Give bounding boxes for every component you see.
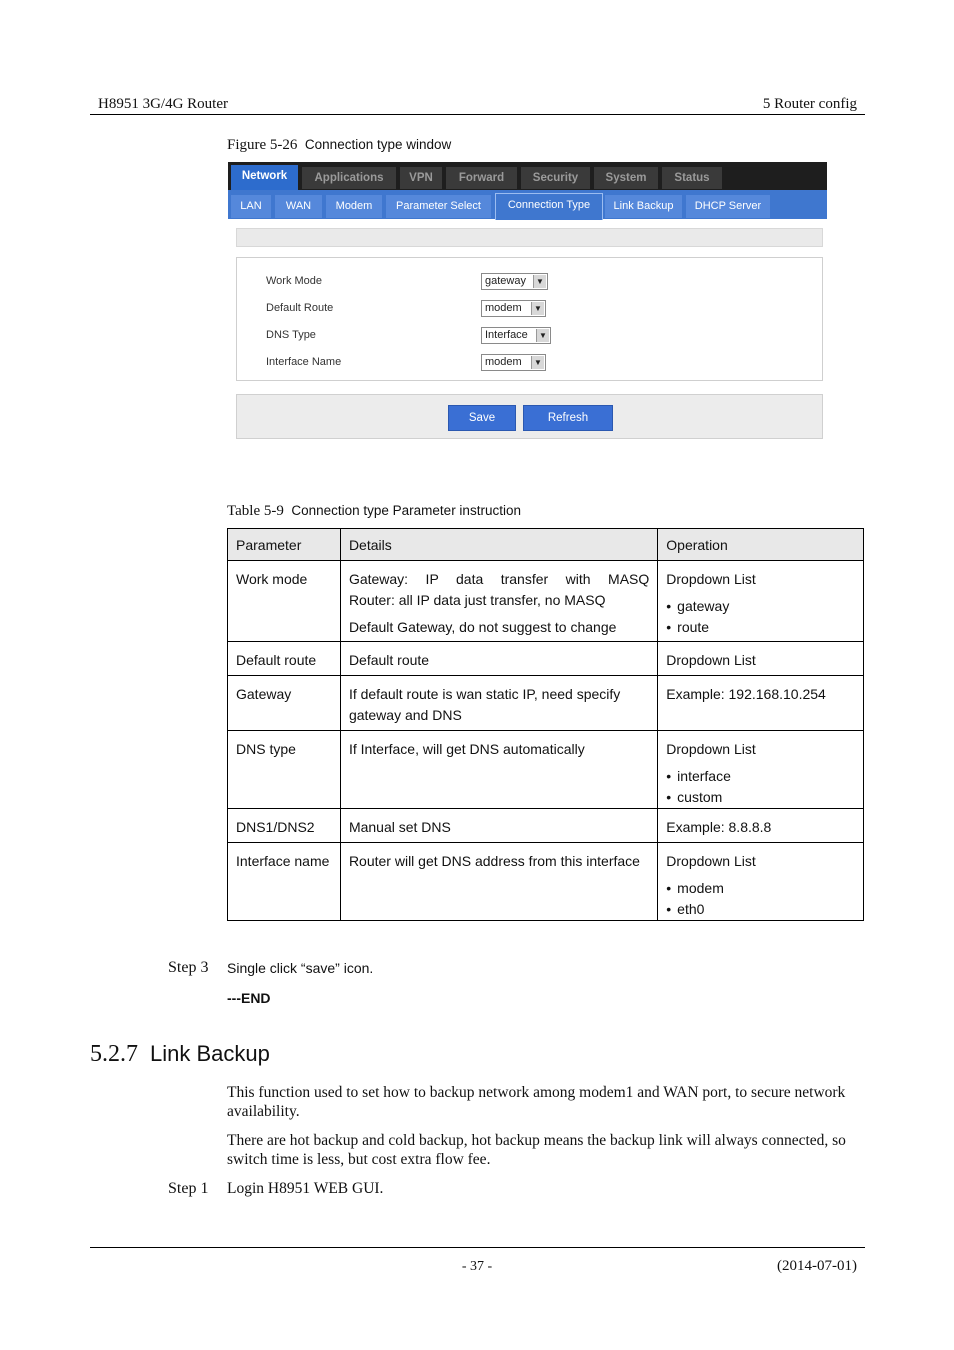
figure-caption xyxy=(227,137,451,154)
work-mode-select[interactable] xyxy=(481,273,548,290)
cell-param: Interface name xyxy=(228,843,341,921)
table-title: Connection type Parameter instruction xyxy=(291,503,521,518)
paragraph: This function used to set how to backup network among modem1 and WAN port, to secure network availability. xyxy=(227,1084,846,1120)
interface-name-label: Interface Name xyxy=(266,356,342,368)
top-tab-vpn[interactable]: VPN xyxy=(400,167,442,189)
step-text: Login H8951 WEB GUI. xyxy=(227,1180,384,1197)
section-heading xyxy=(90,1041,270,1068)
footer-date: (2014-07-01) xyxy=(777,1258,857,1274)
cell-operation: Example: 192.168.10.254 xyxy=(658,676,864,731)
table-header-row xyxy=(228,529,864,561)
cell-param: DNS type xyxy=(228,731,341,809)
bullet-icon: • xyxy=(666,768,672,784)
chevron-down-icon: ▼ xyxy=(533,275,546,288)
default-route-value: modem xyxy=(485,302,522,314)
bullet-text: route xyxy=(677,619,710,635)
step-number: Step 3 xyxy=(168,959,209,976)
cell-operation: Dropdown List xyxy=(658,642,864,676)
default-route-label: Default Route xyxy=(266,302,334,314)
list-item xyxy=(666,766,855,787)
top-tab-status[interactable]: Status xyxy=(662,167,722,189)
cell-operation xyxy=(658,731,864,809)
connection-type-form xyxy=(236,257,823,381)
top-tab-system[interactable]: System xyxy=(594,167,658,189)
cell-details: Router will get DNS address from this interface xyxy=(340,843,657,921)
dns-type-value: Interface xyxy=(485,329,528,341)
interface-name-value: modem xyxy=(485,356,522,368)
bullet-icon: • xyxy=(666,901,672,917)
refresh-button[interactable]: Refresh xyxy=(523,405,613,431)
table-row xyxy=(228,676,864,731)
table-row xyxy=(228,843,864,921)
router-ui-screenshot xyxy=(228,162,827,442)
sub-tab-connection-type[interactable]: Connection Type xyxy=(495,193,603,220)
work-mode-label: Work Mode xyxy=(266,275,323,287)
work-mode-value: gateway xyxy=(485,275,526,287)
cell-details: If Interface, will get DNS automatically xyxy=(340,731,657,809)
sub-tab-modem[interactable]: Modem xyxy=(326,195,382,218)
operation-text: Dropdown List xyxy=(666,853,756,869)
section-title: Link Backup xyxy=(150,1041,270,1066)
cell-details xyxy=(340,561,657,642)
step-number: Step 1 xyxy=(168,1180,209,1197)
cell-param: DNS1/DNS2 xyxy=(228,809,341,843)
bullet-icon: • xyxy=(666,880,672,896)
figure-number: Figure 5-26 xyxy=(227,137,298,153)
cell-operation: Example: 8.8.8.8 xyxy=(658,809,864,843)
cell-details: If default route is wan static IP, need specify gateway and DNS xyxy=(340,676,657,731)
title-bar xyxy=(236,228,823,247)
top-tab-security[interactable]: Security xyxy=(521,167,590,189)
cell-param: Work mode xyxy=(228,561,341,642)
header-rule xyxy=(90,114,865,115)
chevron-down-icon: ▼ xyxy=(536,329,549,342)
bullet-text: interface xyxy=(677,768,731,784)
detail-line: Router: all IP data just transfer, no MASQ xyxy=(348,592,606,608)
list-item xyxy=(666,878,855,899)
footer-rule xyxy=(90,1247,865,1248)
interface-name-select[interactable] xyxy=(481,354,546,371)
list-item xyxy=(666,596,855,617)
cell-details: Manual set DNS xyxy=(340,809,657,843)
chevron-down-icon: ▼ xyxy=(531,302,544,315)
list-item xyxy=(666,617,855,638)
bullet-icon: • xyxy=(666,789,672,805)
operation-text: Dropdown List xyxy=(666,571,756,587)
detail-line: Gateway: IP data transfer with MASQ xyxy=(348,571,650,587)
table-number: Table 5-9 xyxy=(227,503,284,519)
table-caption xyxy=(227,503,521,520)
bullet-text: eth0 xyxy=(677,901,705,917)
sub-tab-link-backup[interactable]: Link Backup xyxy=(605,195,682,218)
parameter-table xyxy=(227,528,864,921)
bullet-icon: • xyxy=(666,619,672,635)
sub-tab-parameter-select[interactable]: Parameter Select xyxy=(386,195,491,218)
header-chapter: 5 Router config xyxy=(762,96,857,112)
sub-tab-dhcp-server[interactable]: DHCP Server xyxy=(686,195,770,218)
top-tab-forward[interactable]: Forward xyxy=(446,167,517,189)
step-text: Single click “save” icon. xyxy=(227,960,374,976)
header-details: Details xyxy=(340,529,657,561)
list-item xyxy=(666,899,855,920)
bullet-text: custom xyxy=(677,789,723,805)
top-nav xyxy=(228,162,827,190)
section-number: 5.2.7 xyxy=(90,1041,138,1067)
end-marker: ---END xyxy=(227,990,271,1006)
operation-text: Dropdown List xyxy=(666,741,756,757)
dns-type-select[interactable] xyxy=(481,327,551,344)
header-operation: Operation xyxy=(658,529,864,561)
cell-param: Gateway xyxy=(228,676,341,731)
bullet-icon: • xyxy=(666,598,672,614)
cell-param: Default route xyxy=(228,642,341,676)
dns-type-label: DNS Type xyxy=(266,329,316,341)
table-row xyxy=(228,731,864,809)
table-row xyxy=(228,809,864,843)
button-bar xyxy=(236,394,823,439)
sub-tab-lan[interactable]: LAN xyxy=(231,195,271,218)
list-item xyxy=(666,787,855,808)
paragraph: There are hot backup and cold backup, hot backup means the backup link will always connected, so switch time is less, but cost extra flow fee. xyxy=(227,1132,846,1168)
detail-line: Default Gateway, do not suggest to change xyxy=(348,619,617,635)
top-tab-network[interactable]: Network xyxy=(231,165,298,190)
cell-operation xyxy=(658,561,864,642)
header-doc-title: H8951 3G/4G Router xyxy=(98,96,228,112)
chevron-down-icon: ▼ xyxy=(531,356,544,369)
header-parameter: Parameter xyxy=(228,529,341,561)
page-number: - 37 - xyxy=(461,1259,493,1274)
sub-nav xyxy=(228,190,827,219)
cell-operation xyxy=(658,843,864,921)
figure-title: Connection type window xyxy=(304,137,452,152)
default-route-select[interactable] xyxy=(481,300,546,317)
top-tab-applications[interactable]: Applications xyxy=(302,167,396,189)
save-button[interactable]: Save xyxy=(448,405,516,431)
sub-tab-wan[interactable]: WAN xyxy=(275,195,322,218)
table-row xyxy=(228,561,864,642)
bullet-text: modem xyxy=(677,880,724,896)
table-row xyxy=(228,642,864,676)
cell-details: Default route xyxy=(340,642,657,676)
bullet-text: gateway xyxy=(677,598,730,614)
